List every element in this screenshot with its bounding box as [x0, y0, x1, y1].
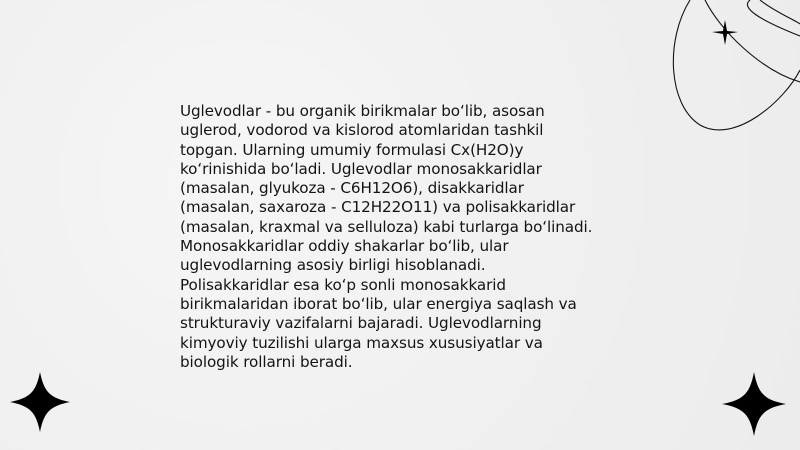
orbit-ellipse-2	[760, 0, 800, 24]
slide-body-text: Uglevodlar - bu organik birikmalar boʻlib, asosan uglerod, vodorod va kislorod atomlaridan tashkil topgan. Ularning umumiy formulasi Cx(H2O)y koʻrinishida boʻladi. Uglevodlar monosakkaridlar (masalan, glyukoza - C6H12O6), disakkaridlar (masalan, saxaroza - C12H22O11) va polisakkaridlar (masalan, kraxmal va selluloza) kabi turlarga boʻlinadi. Monosakkaridlar oddiy shakarlar boʻlib, ular uglevodlarning asosiy birligi hisoblanadi. Polisakkaridlar esa koʻp sonli monosakkarid birikmalaridan iborat boʻlib, ular energiya saqlash va strukturaviy vazifalarni bajaradi. Uglevodlarning kimyoviy tuzilishi ularga maxsus xususiyatlar va biologik rollarni beradi.	[180, 102, 593, 371]
small-plus-star-icon	[712, 20, 738, 45]
orbit-ellipse	[747, 0, 800, 36]
four-point-star-icon	[722, 372, 786, 436]
orbit-loop-large	[673, 0, 800, 130]
orbit-loop-small	[705, 0, 800, 82]
four-point-star-icon	[10, 372, 70, 432]
